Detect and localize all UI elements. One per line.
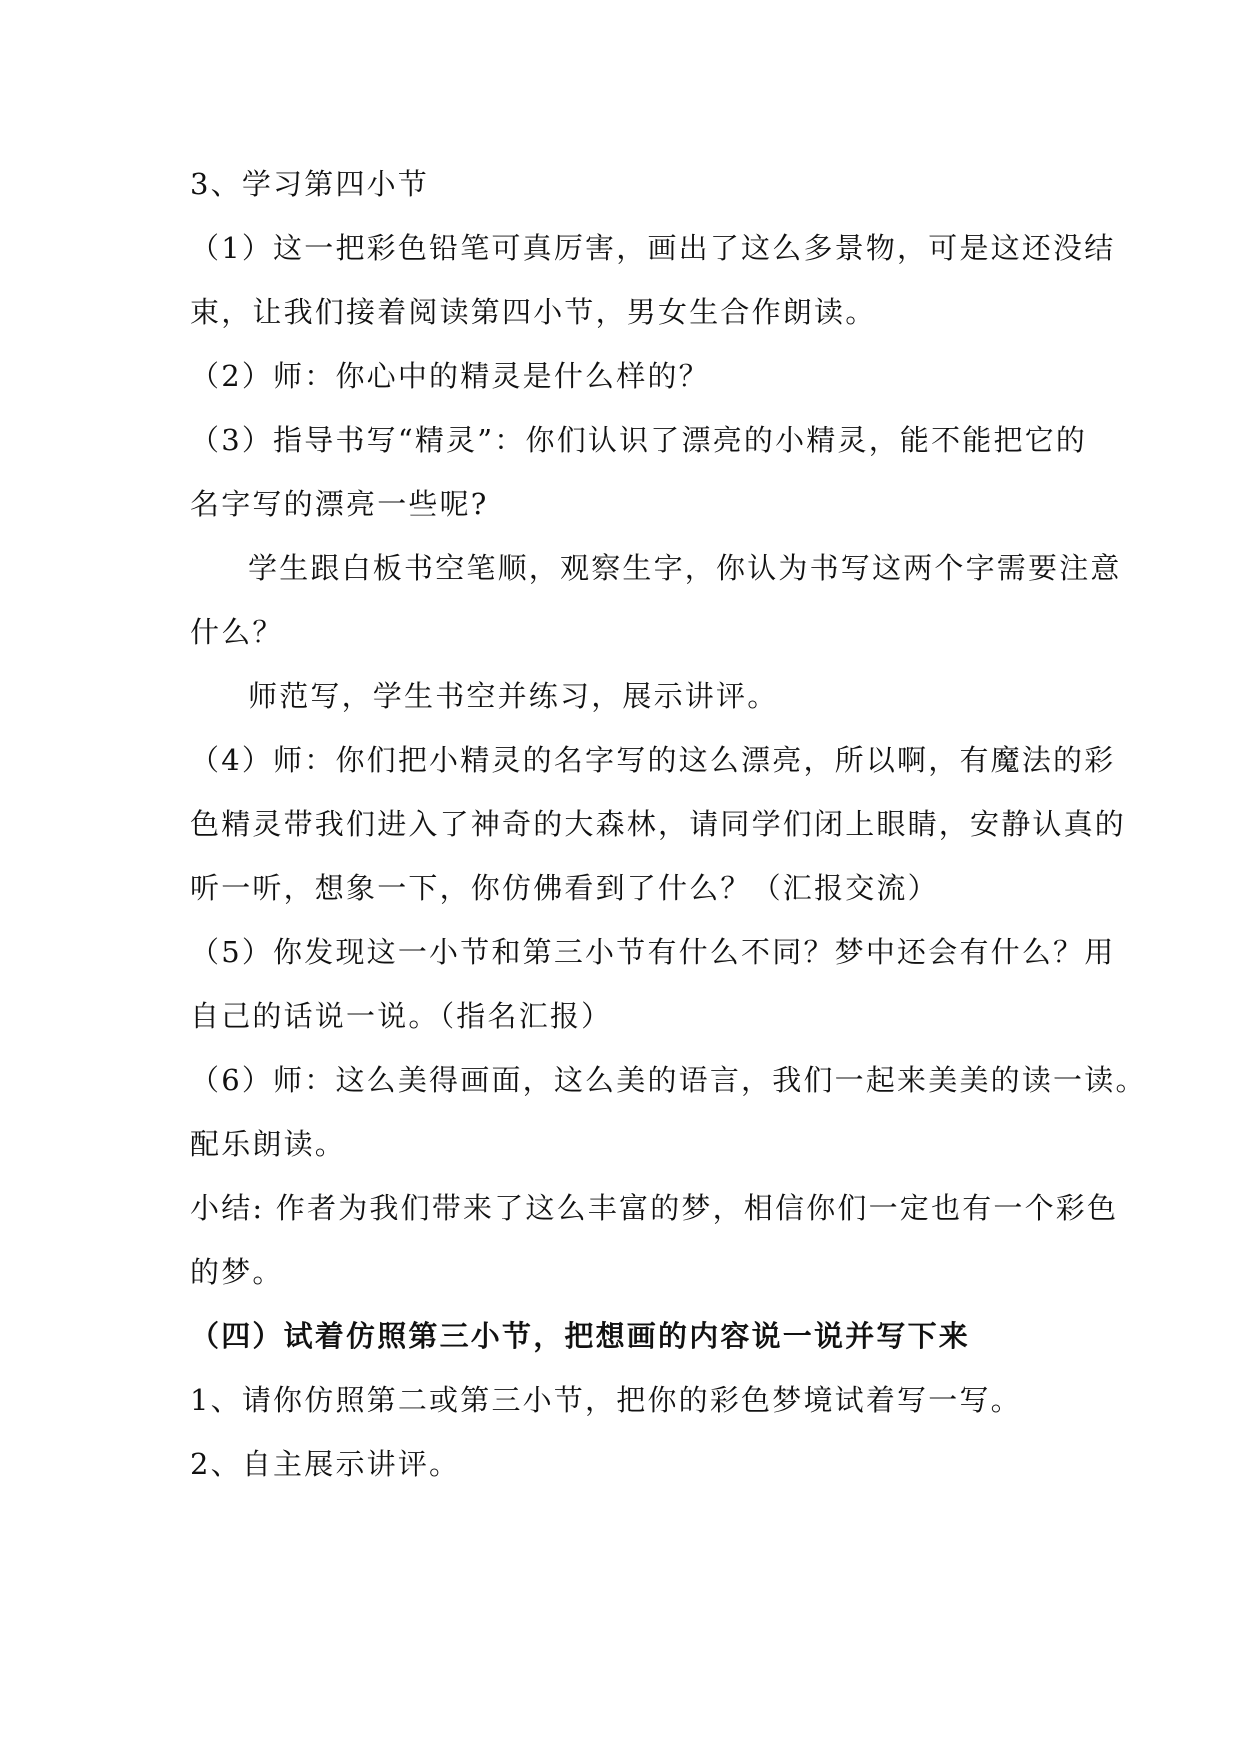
- summary-line: 小结: 作者为我们带来了这么丰富的梦，相信你们一定也有一个彩色: [190, 1191, 1119, 1225]
- paragraph-line: 配乐朗读。: [190, 1127, 347, 1161]
- document-body: [190, 152, 1147, 1496]
- summary-line: 的梦。: [190, 1255, 284, 1289]
- paragraph-line: 听一听，想象一下，你仿佛看到了什么？（汇报交流）: [190, 871, 939, 905]
- section-heading: 3、学习第四小节: [190, 167, 430, 201]
- paragraph-line: （1）这一把彩色铅笔可真厉害，画出了这么多景物，可是这还没结: [190, 231, 1116, 265]
- paragraph-line: （4）师：你们把小精灵的名字写的这么漂亮，所以啊，有魔法的彩: [190, 743, 1116, 777]
- paragraph-line: （3）指导书写“精灵”：你们认识了漂亮的小精灵，能不能把它的: [190, 423, 1088, 457]
- list-item: 1、请你仿照第二或第三小节，把你的彩色梦境试着写一写。: [190, 1383, 1022, 1417]
- paragraph-line: 学生跟白板书空笔顺，观察生字，你认为书写这两个字需要注意: [248, 551, 1122, 585]
- section-heading-bold: （四）试着仿照第三小节，把想画的内容说一说并写下来: [190, 1319, 971, 1353]
- paragraph-line: （5）你发现这一小节和第三小节有什么不同？梦中还会有什么？用: [190, 935, 1116, 969]
- paragraph-line: 什么？: [190, 615, 284, 649]
- list-item: 2、自主展示讲评。: [190, 1447, 461, 1481]
- paragraph-line: （2）师：你心中的精灵是什么样的？: [190, 359, 710, 393]
- paragraph-line: 束，让我们接着阅读第四小节，男女生合作朗读。: [190, 295, 877, 329]
- paragraph-line: 色精灵带我们进入了神奇的大森林，请同学们闭上眼睛，安静认真的: [190, 807, 1127, 841]
- paragraph-line: 师范写，学生书空并练习，展示讲评。: [248, 679, 779, 713]
- paragraph-line: （6）师：这么美得画面，这么美的语言，我们一起来美美的读一读。: [190, 1063, 1147, 1097]
- paragraph-line: 自己的话说一说。（指名汇报）: [190, 999, 613, 1033]
- paragraph-line: 名字写的漂亮一些呢?: [190, 487, 489, 521]
